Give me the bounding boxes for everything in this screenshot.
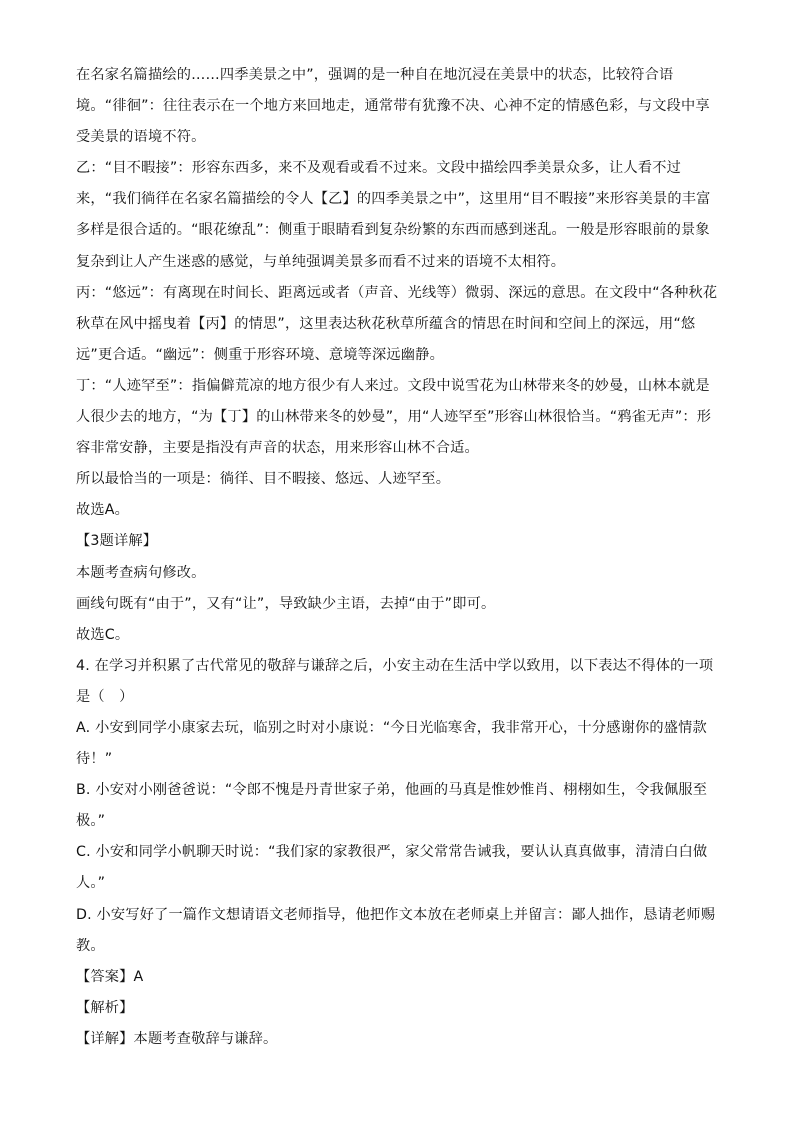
answer-label: 【答案】A [76, 968, 144, 985]
explanation-paragraph-yi: 乙：“目不暇接”：形容东西多，来不及观看或看不过来。文段中描绘四季美景众多，让人看不过来，“我们徜徉在名家名篇描绘的令人【乙】的四季美景之中”，这里用“目不暇接”来形容美景的丰富多样是很合适的。“眼花缭乱”：侧重于眼睛看到复杂纷繁的东西而感到迷乱。一般是形容眼前的景象复杂到让人产生迷惑的感觉，与单纯强调美景多而看不过来的语境不太相符。 [76, 160, 711, 270]
question-4-option-c: C. 小安和同学小帆聊天时说：“我们家的家教很严，家父常常告诫我，要认认真真做事，清清白白做人。” [76, 844, 708, 892]
q3-answer-line: 故选C。 [76, 626, 130, 643]
detail-explanation-line: 【详解】本题考查敬辞与谦辞。 [76, 1030, 278, 1047]
answer-choice-line: 故选A。 [76, 502, 130, 519]
explanation-paragraph-1: 在名家名篇描绘的……四季美景之中”，强调的是一种自在地沉浸在美景中的状态，比较符合语境。“徘徊”：往往表示在一个地方来回地走，通常带有犹豫不决、心神不定的情感色彩，与文段中享受美景的语境不符。 [76, 67, 710, 146]
section-heading-q3: 【3题详解】 [76, 533, 158, 550]
question-4-option-b: B. 小安对小刚爸爸说：“令郎不愧是丹青世家子弟，他画的马真是惟妙惟肖、栩栩如生，令我佩服至极。” [76, 782, 708, 830]
explanation-paragraph-ding: 丁：“人迹罕至”：指偏僻荒凉的地方很少有人来过。文段中说雪花为山林带来冬的妙曼，山林本就是人很少去的地方，“为【丁】的山林带来冬的妙曼”，用“人迹罕至”形容山林很恰当。“鸦雀无声”：形容非常安静，主要是指没有声音的状态，用来形容山林不合适。 [76, 377, 712, 457]
conclusion-line: 所以最恰当的一项是：徜徉、目不暇接、悠远、人迹罕至。 [76, 471, 451, 488]
q3-topic-line: 本题考查病句修改。 [76, 564, 206, 581]
question-4-option-a: A. 小安到同学小康家去玩，临别之时对小康说：“今日光临寒舍，我非常开心，十分感谢你的盛情款待！” [76, 719, 707, 768]
q3-explanation-line: 画线句既有“由于”，又有“让”，导致缺少主语，去掉“由于”即可。 [76, 595, 496, 612]
explanation-paragraph-bing: 丙：“悠远”：有离现在时间长、距离远或者（声音、光线等）微弱、深远的意思。在文段中“各种秋花秋草在风中摇曳着【丙】的情思”，这里表达秋花秋草所蕴含的情思在时间和空间上的深远，用“悠远”更合适。“幽远”：侧重于形容环境、意境等深远幽静。 [76, 284, 718, 363]
question-4-option-d: D. 小安写好了一篇作文想请语文老师指导，他把作文本放在老师桌上并留言：鄙人拙作，恳请老师赐教。 [76, 906, 716, 954]
analysis-label: 【解析】 [76, 999, 134, 1016]
question-4-stem: 4. 在学习并积累了古代常见的敬辞与谦辞之后，小安主动在生活中学以致用，以下表达不得体的一项是（ ） [76, 657, 714, 705]
